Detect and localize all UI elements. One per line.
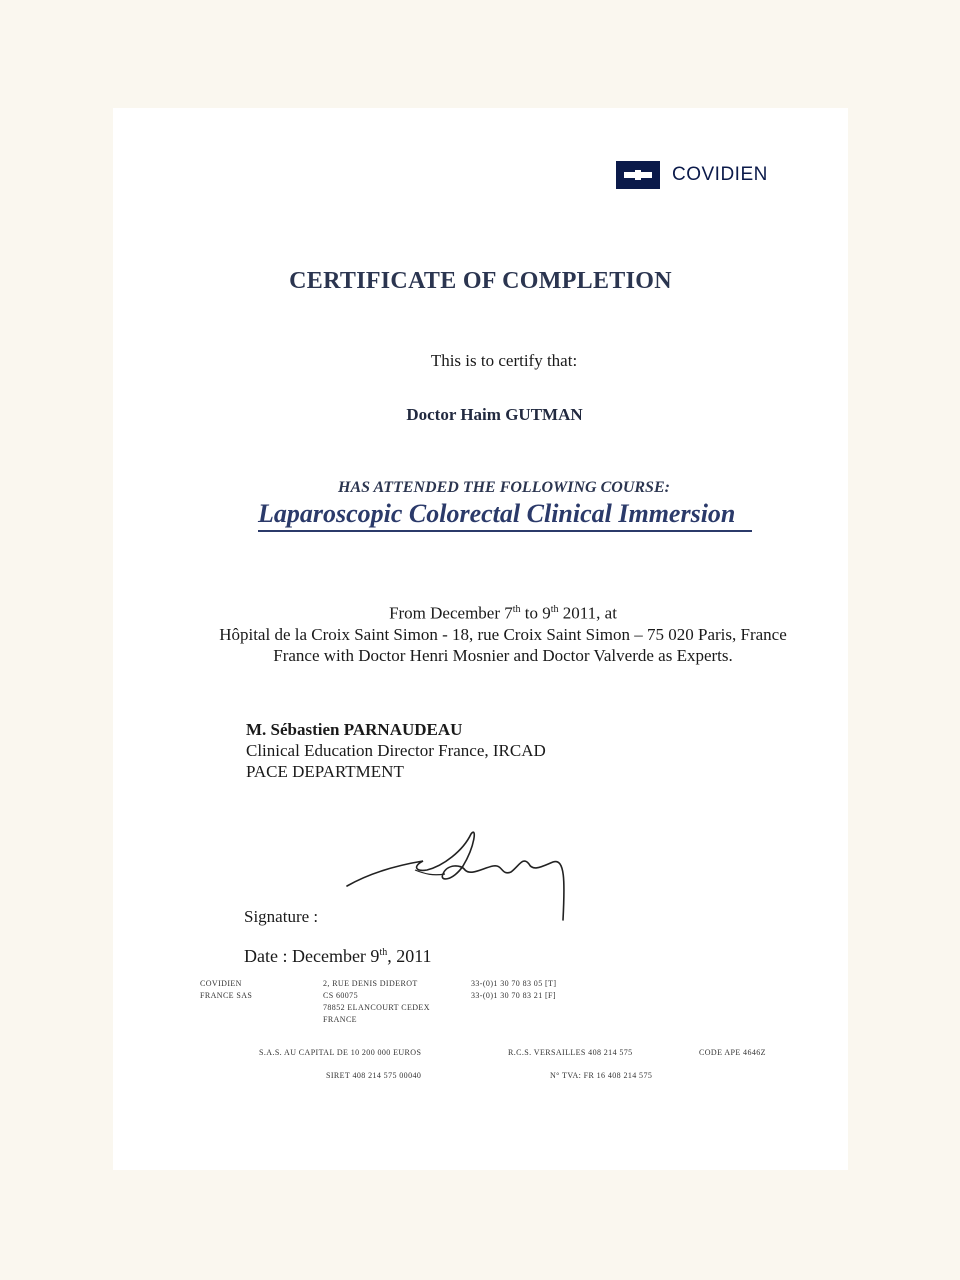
course-underline (258, 530, 752, 532)
course-details (113, 599, 893, 666)
handwritten-signature (343, 826, 583, 926)
course-location: Hôpital de la Croix Saint Simon - 18, rue Croix Saint Simon – 75 020 Paris, France (219, 624, 787, 644)
attended-text: HAS ATTENDED THE FOLLOWING COURSE: (338, 479, 670, 496)
footer-company: COVIDIEN FRANCE SAS (200, 979, 253, 1000)
director-department: PACE DEPARTMENT (246, 762, 404, 781)
director-title: Clinical Education Director France, IRCAD (246, 741, 546, 760)
course-name: Laparoscopic Colorectal Clinical Immersion (258, 499, 736, 528)
footer-ape: CODE APE 4646Z (699, 1048, 766, 1057)
recipient-name: Doctor Haim GUTMAN (406, 405, 583, 424)
covidien-logo (616, 161, 768, 189)
footer-phones: 33-(0)1 30 70 83 05 [T] 33-(0)1 30 70 83 21 [F] (471, 979, 557, 1000)
covidien-logo-icon (616, 161, 660, 189)
certificate-title: CERTIFICATE OF COMPLETION (289, 268, 672, 294)
director-name: M. Sébastien PARNAUDEAU (246, 720, 463, 739)
course-period: From December 7th to 9th 2011, at (389, 603, 617, 623)
director-block (246, 719, 546, 782)
certificate-page (113, 108, 848, 1170)
course-block (258, 499, 753, 532)
footer-address: 2, RUE DENIS DIDEROT CS 60075 78852 ELANCOURT CEDEX FRANCE (323, 979, 430, 1024)
certificate-date: Date : December 9th, 2011 (244, 946, 432, 966)
signature-label: Signature : (244, 907, 319, 926)
footer-siret: SIRET 408 214 575 00040 (326, 1071, 422, 1080)
logo-text: COVIDIEN (672, 164, 768, 185)
course-experts: France with Doctor Henri Mosnier and Doctor Valverde as Experts. (273, 645, 733, 665)
footer-tva: N° TVA: FR 16 408 214 575 (550, 1071, 653, 1080)
footer-capital: S.A.S. AU CAPITAL DE 10 200 000 EUROS (259, 1048, 422, 1057)
footer-rcs: R.C.S. VERSAILLES 408 214 575 (508, 1048, 633, 1057)
certify-text: This is to certify that: (430, 351, 578, 370)
